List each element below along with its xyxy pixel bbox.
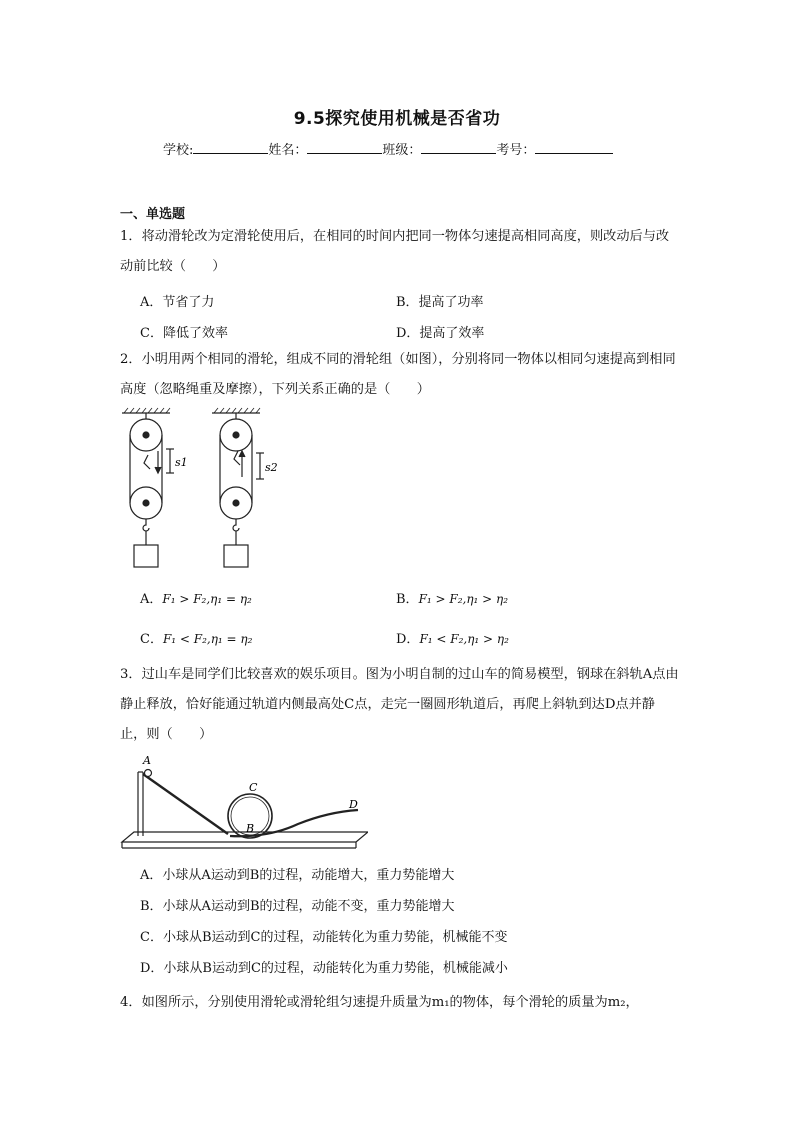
label-d: D [349,798,358,811]
label-b: B [246,822,255,835]
question-4-text: 4．如图所示，分别使用滑轮或滑轮组匀速提升质量为m₁的物体，每个滑轮的质量为m₂， [120,995,639,1010]
label-c: C [249,781,258,794]
q3-option-b[interactable]: B．小球从A运动到B的过程，动能不变，重力势能增大 [140,899,455,914]
question-1-text: 1．将动滑轮改为定滑轮使用后，在相同的时间内把同一物体匀速提高相同高度，则改动后与改动前比较（ ） [120,229,670,274]
school-blank[interactable] [193,141,268,154]
q3-option-d[interactable]: D．小球从B运动到C的过程，动能转化为重力势能，机械能减小 [140,961,508,976]
q2-option-c[interactable]: C．F₁ < F₂,η₁ = η₂ [140,632,253,647]
q2-option-a[interactable]: A．F₁ > F₂,η₁ = η₂ [140,592,252,607]
q2-option-b[interactable]: B．F₁ > F₂,η₁ > η₂ [396,592,509,607]
exam-no-label: 考号： [496,143,536,158]
class-label: 班级： [382,143,422,158]
pulley-figure [118,405,288,575]
student-info-row [163,139,613,158]
label-a: A [143,754,151,767]
school-label: 学校: [163,143,194,158]
question-3-text: 3．过山车是同学们比较喜欢的娱乐项目。图为小明自制的过山车的简易模型，钢球在斜轨A点由静止释放，恰好能通过轨道内侧最高处C点，走完一圈圆形轨道后，再爬上斜轨到达D点并静止，则（ ） [120,667,679,742]
page-title: 9.5探究使用机械是否省功 [293,109,501,129]
q1-option-c[interactable]: C．降低了效率 [140,326,228,341]
q1-option-d[interactable]: D．提高了效率 [396,326,485,341]
section-heading: 一、单选题 [120,207,186,222]
exam-no-blank[interactable] [535,141,613,154]
question-2-text: 2．小明用两个相同的滑轮，组成不同的滑轮组（如图），分别将同一物体以相同匀速提高到相同高度（忽略绳重及摩擦），下列关系正确的是（ ） [120,352,676,397]
class-blank[interactable] [421,141,496,154]
q3-option-a[interactable]: A．小球从A运动到B的过程，动能增大，重力势能增大 [140,868,455,883]
q1-option-b[interactable]: B．提高了功率 [396,295,484,310]
q2-option-d[interactable]: D．F₁ < F₂,η₁ > η₂ [396,632,509,647]
q3-option-c[interactable]: C．小球从B运动到C的过程，动能转化为重力势能，机械能不变 [140,930,508,945]
q1-option-a[interactable]: A．节省了力 [140,295,215,310]
name-label: 姓名： [268,143,308,158]
label-s1: s1 [175,456,188,469]
label-s2: s2 [265,461,278,474]
name-blank[interactable] [307,141,382,154]
roller-coaster-figure [118,752,368,856]
